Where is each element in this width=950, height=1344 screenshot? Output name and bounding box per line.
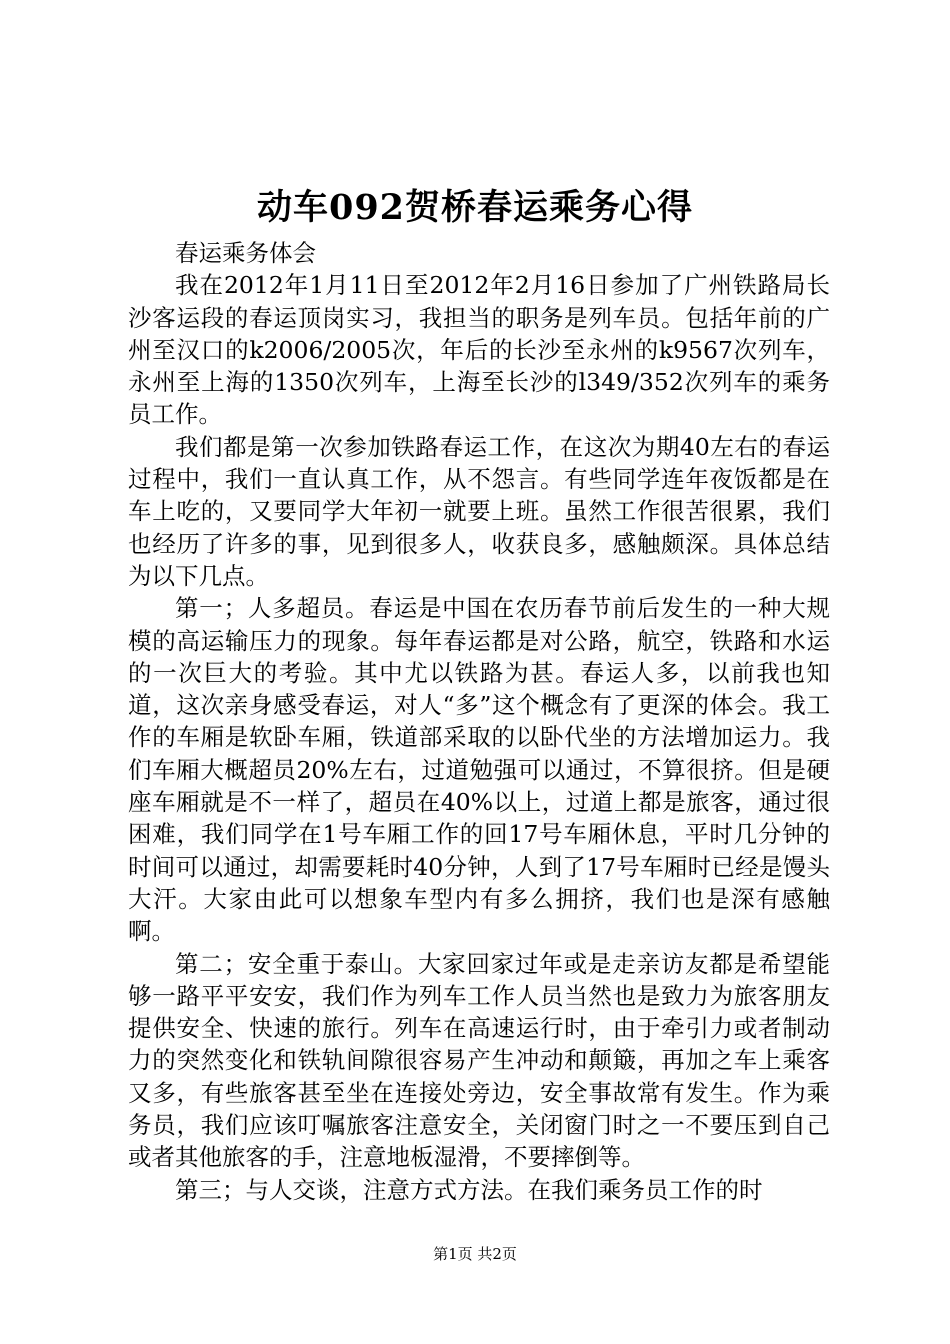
paragraph: 我们都是第一次参加铁路春运工作，在这次为期40左右的春运过程中，我们一直认真工作，从不怨言。有些同学连年夜饭都是在车上吃的，又要同学大年初一就要上班。虽然工作很苦很累，我们也经历了许多的事，见到很多人，收获良多，感触颇深。具体总结为以下几点。 (128, 432, 830, 590)
paragraph: 第三；与人交谈，注意方式方法。在我们乘务员工作的时 (175, 1175, 763, 1204)
paragraph: 第二；安全重于泰山。大家回家过年或是走亲访友都是希望能够一路平平安安，我们作为列车工作人员当然也是致力为旅客朋友提供安全、快速的旅行。列车在高速运行时，由于牵引力或者制动力的突然变化和铁轨间隙很容易产生冲动和颠簸，再加之车上乘客又多，有些旅客甚至坐在连接处旁边，安全事故常有发生。作为乘务员，我们应该叮嘱旅客注意安全，关闭窗门时之一不要压到自己或者其他旅客的手，注意地板湿滑，不要摔倒等。 (128, 949, 830, 1172)
document-body (128, 237, 830, 1206)
paragraph: 第一；人多超员。春运是中国在农历春节前后发生的一种大规模的高运输压力的现象。每年春运都是对公路，航空，铁路和水运的一次巨大的考验。其中尤以铁路为甚。春运人多，以前我也知道，这次亲身感受春运，对人“多”这个概念有了更深的体会。我工作的车厢是软卧车厢，铁道部采取的以卧代坐的方法增加运力。我们车厢大概超员20%左右，过道勉强可以通过，不算很挤。但是硬座车厢就是不一样了，超员在40%以上，过道上都是旅客，通过很困难，我们同学在1号车厢工作的回17号车厢休息，平时几分钟的时间可以通过，却需要耗时40分钟，人到了17号车厢时已经是馒头大汗。大家由此可以想象车型内有多么拥挤，我们也是深有感触啊。 (128, 594, 830, 946)
paragraph-heading: 春运乘务体会 (175, 239, 316, 267)
document-title: 动车092贺桥春运乘务心得 (256, 187, 694, 228)
page-footer: 第1页 共2页 (433, 1245, 517, 1263)
paragraph: 我在2012年1月11日至2012年2月16日参加了广州铁路局长沙客运段的春运顶岗实习，我担当的职务是列车员。包括年前的广州至汉口的k2006/2005次，年后的长沙至永州的k9567次列车，永州至上海的1350次列车，上海至长沙的l349/352次列车的乘务员工作。 (128, 271, 830, 429)
